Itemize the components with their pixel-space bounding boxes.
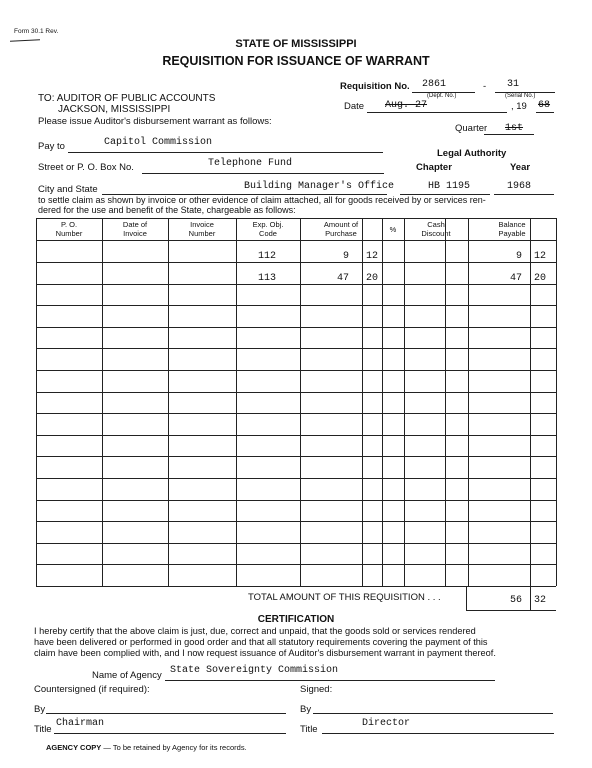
agency-copy-label: AGENCY COPY <box>46 743 102 752</box>
row2-exp-code: 113 <box>258 273 277 284</box>
serial-no-caption: (Serial No.) <box>505 93 536 99</box>
row2-amount-cents: 20 <box>366 273 379 284</box>
table-row-border <box>36 543 556 544</box>
certification-line2: have been delivered or performed in good order and that all statutory requirements covering the payment of this <box>34 637 488 647</box>
table-column-border <box>445 218 446 586</box>
by-line-left <box>46 713 286 714</box>
table-column-border <box>404 218 405 586</box>
col-invoice: Invoice Number <box>188 220 216 238</box>
title-value-right: Director <box>362 718 411 729</box>
table-top-border <box>36 218 556 219</box>
col-po: P. O. Number <box>55 220 83 238</box>
certification-line3: claim have been complied with, and I now request issuance of Auditor's disbursement warrant in payment thereof. <box>34 648 496 658</box>
year-prefix: , 19 <box>511 101 527 112</box>
certification-heading: CERTIFICATION <box>257 614 335 625</box>
table-column-border <box>362 218 363 586</box>
table-column-border <box>236 218 237 586</box>
table-row-border <box>36 435 556 436</box>
pay-to-line <box>68 152 383 153</box>
row2-balance-dollars: 47 <box>510 273 523 284</box>
signed-label: Signed: <box>300 684 333 695</box>
table-column-border <box>382 218 383 586</box>
street-line <box>142 173 384 174</box>
agency-name-line <box>165 680 495 681</box>
table-header-border <box>36 240 556 241</box>
row1-exp-code: 112 <box>258 251 277 262</box>
table-column-border <box>300 218 301 586</box>
table-row-border <box>36 413 556 414</box>
table-row-border <box>36 348 556 349</box>
city-label: City and State <box>38 184 98 195</box>
table-row-border <box>36 478 556 479</box>
certification-line1: I hereby certify that the above claim is just, due, correct and unpaid, that the goods sold or services rendered <box>34 626 476 636</box>
agency-name-value: State Sovereignty Commission <box>170 665 339 676</box>
title-label-right: Title <box>300 724 318 735</box>
requisition-label: Requisition No. <box>340 81 410 92</box>
state-heading: STATE OF MISSISSIPPI <box>235 38 357 50</box>
dash: - <box>483 81 487 92</box>
total-dollars: 56 <box>510 595 523 606</box>
table-row-border <box>36 500 556 501</box>
date-line <box>367 112 507 113</box>
by-line-right <box>313 713 553 714</box>
row2-amount-dollars: 47 <box>337 273 350 284</box>
table-row-border <box>36 521 556 522</box>
agency-copy-text: — To be retained by Agency for its records. <box>101 743 247 752</box>
footer <box>46 743 247 752</box>
table-row-border <box>36 392 556 393</box>
table-column-border <box>556 218 557 586</box>
legal-year-line <box>494 194 554 195</box>
date-label: Date <box>344 101 365 112</box>
agency-name-label: Name of Agency <box>92 670 162 681</box>
row1-balance-cents: 12 <box>534 251 547 262</box>
table-row-border <box>36 305 556 306</box>
year-col-label: Year <box>510 162 531 173</box>
table-row-border <box>36 564 556 565</box>
dept-no-caption: (Dept. No.) <box>427 93 457 99</box>
row1-amount-cents: 12 <box>366 251 379 262</box>
table-column-border <box>36 218 37 586</box>
street-label: Street or P. O. Box No. <box>38 162 134 173</box>
total-left-border <box>466 586 467 610</box>
year-value: 68 <box>538 100 551 111</box>
table-column-border <box>168 218 169 586</box>
table-row-border <box>36 456 556 457</box>
table-row-border <box>36 327 556 328</box>
legal-authority-label: Legal Authority <box>437 148 507 159</box>
settle-text-1: to settle claim as shown by invoice or other evidence of claim attached, all for goods received by or services ren- <box>38 195 486 205</box>
row1-balance-dollars: 9 <box>516 251 523 262</box>
col-balance: Balance Payable <box>498 220 526 238</box>
street-value: Telephone Fund <box>208 158 293 169</box>
title-value-left: Chairman <box>56 718 105 729</box>
pay-to-value: Capitol Commission <box>104 137 213 148</box>
row2-balance-cents: 20 <box>534 273 547 284</box>
quarter-label: Quarter <box>455 123 488 134</box>
title-line-right <box>322 733 554 734</box>
col-cash: Cash Discount <box>421 220 451 238</box>
col-pct: % <box>389 225 397 234</box>
table-column-border <box>102 218 103 586</box>
table-column-border <box>530 218 531 586</box>
table-column-border <box>468 218 469 586</box>
total-cents: 32 <box>534 595 547 606</box>
quarter-line <box>484 134 534 135</box>
settle-text-2: dered for the use and benefit of the State, chargeable as follows: <box>38 205 296 215</box>
total-bottom-border <box>466 610 556 611</box>
total-top-border <box>36 586 556 587</box>
by-label-left: By <box>34 704 46 715</box>
title-line-left <box>54 733 286 734</box>
serial-no-value: 31 <box>507 79 520 90</box>
chapter-value: HB 1195 <box>428 181 471 192</box>
to-line1: TO: AUDITOR OF PUBLIC ACCOUNTS <box>38 93 216 104</box>
total-mid-border <box>530 586 531 610</box>
pay-to-label: Pay to <box>38 141 65 152</box>
by-label-right: By <box>300 704 312 715</box>
chapter-label: Chapter <box>416 162 452 173</box>
col-amount: Amount of Purchase <box>323 220 359 238</box>
legal-year-value: 1968 <box>507 181 532 192</box>
to-line2: JACKSON, MISSISSIPPI <box>58 104 171 115</box>
col-date: Date of Invoice <box>122 220 148 238</box>
total-label: TOTAL AMOUNT OF THIS REQUISITION . . . <box>248 592 441 603</box>
table-row-border <box>36 370 556 371</box>
year-line <box>536 112 554 113</box>
countersigned-label: Countersigned (if required): <box>34 684 150 695</box>
title-label-left: Title <box>34 724 52 735</box>
dept-no-value: 2861 <box>422 79 447 90</box>
city-value: Building Manager's Office <box>244 181 395 192</box>
form-title: REQUISITION FOR ISSUANCE OF WARRANT <box>162 54 430 68</box>
quarter-value: 1st <box>505 123 524 134</box>
table-row-border <box>36 262 556 263</box>
date-value: Aug. 27 <box>385 100 428 111</box>
row1-amount-dollars: 9 <box>343 251 350 262</box>
form-number: Form 30.1 Rev. <box>14 28 59 35</box>
table-row-border <box>36 284 556 285</box>
instruction: Please issue Auditor's disbursement warrant as follows: <box>38 116 272 127</box>
col-exp: Exp. Obj. Code <box>252 220 284 238</box>
